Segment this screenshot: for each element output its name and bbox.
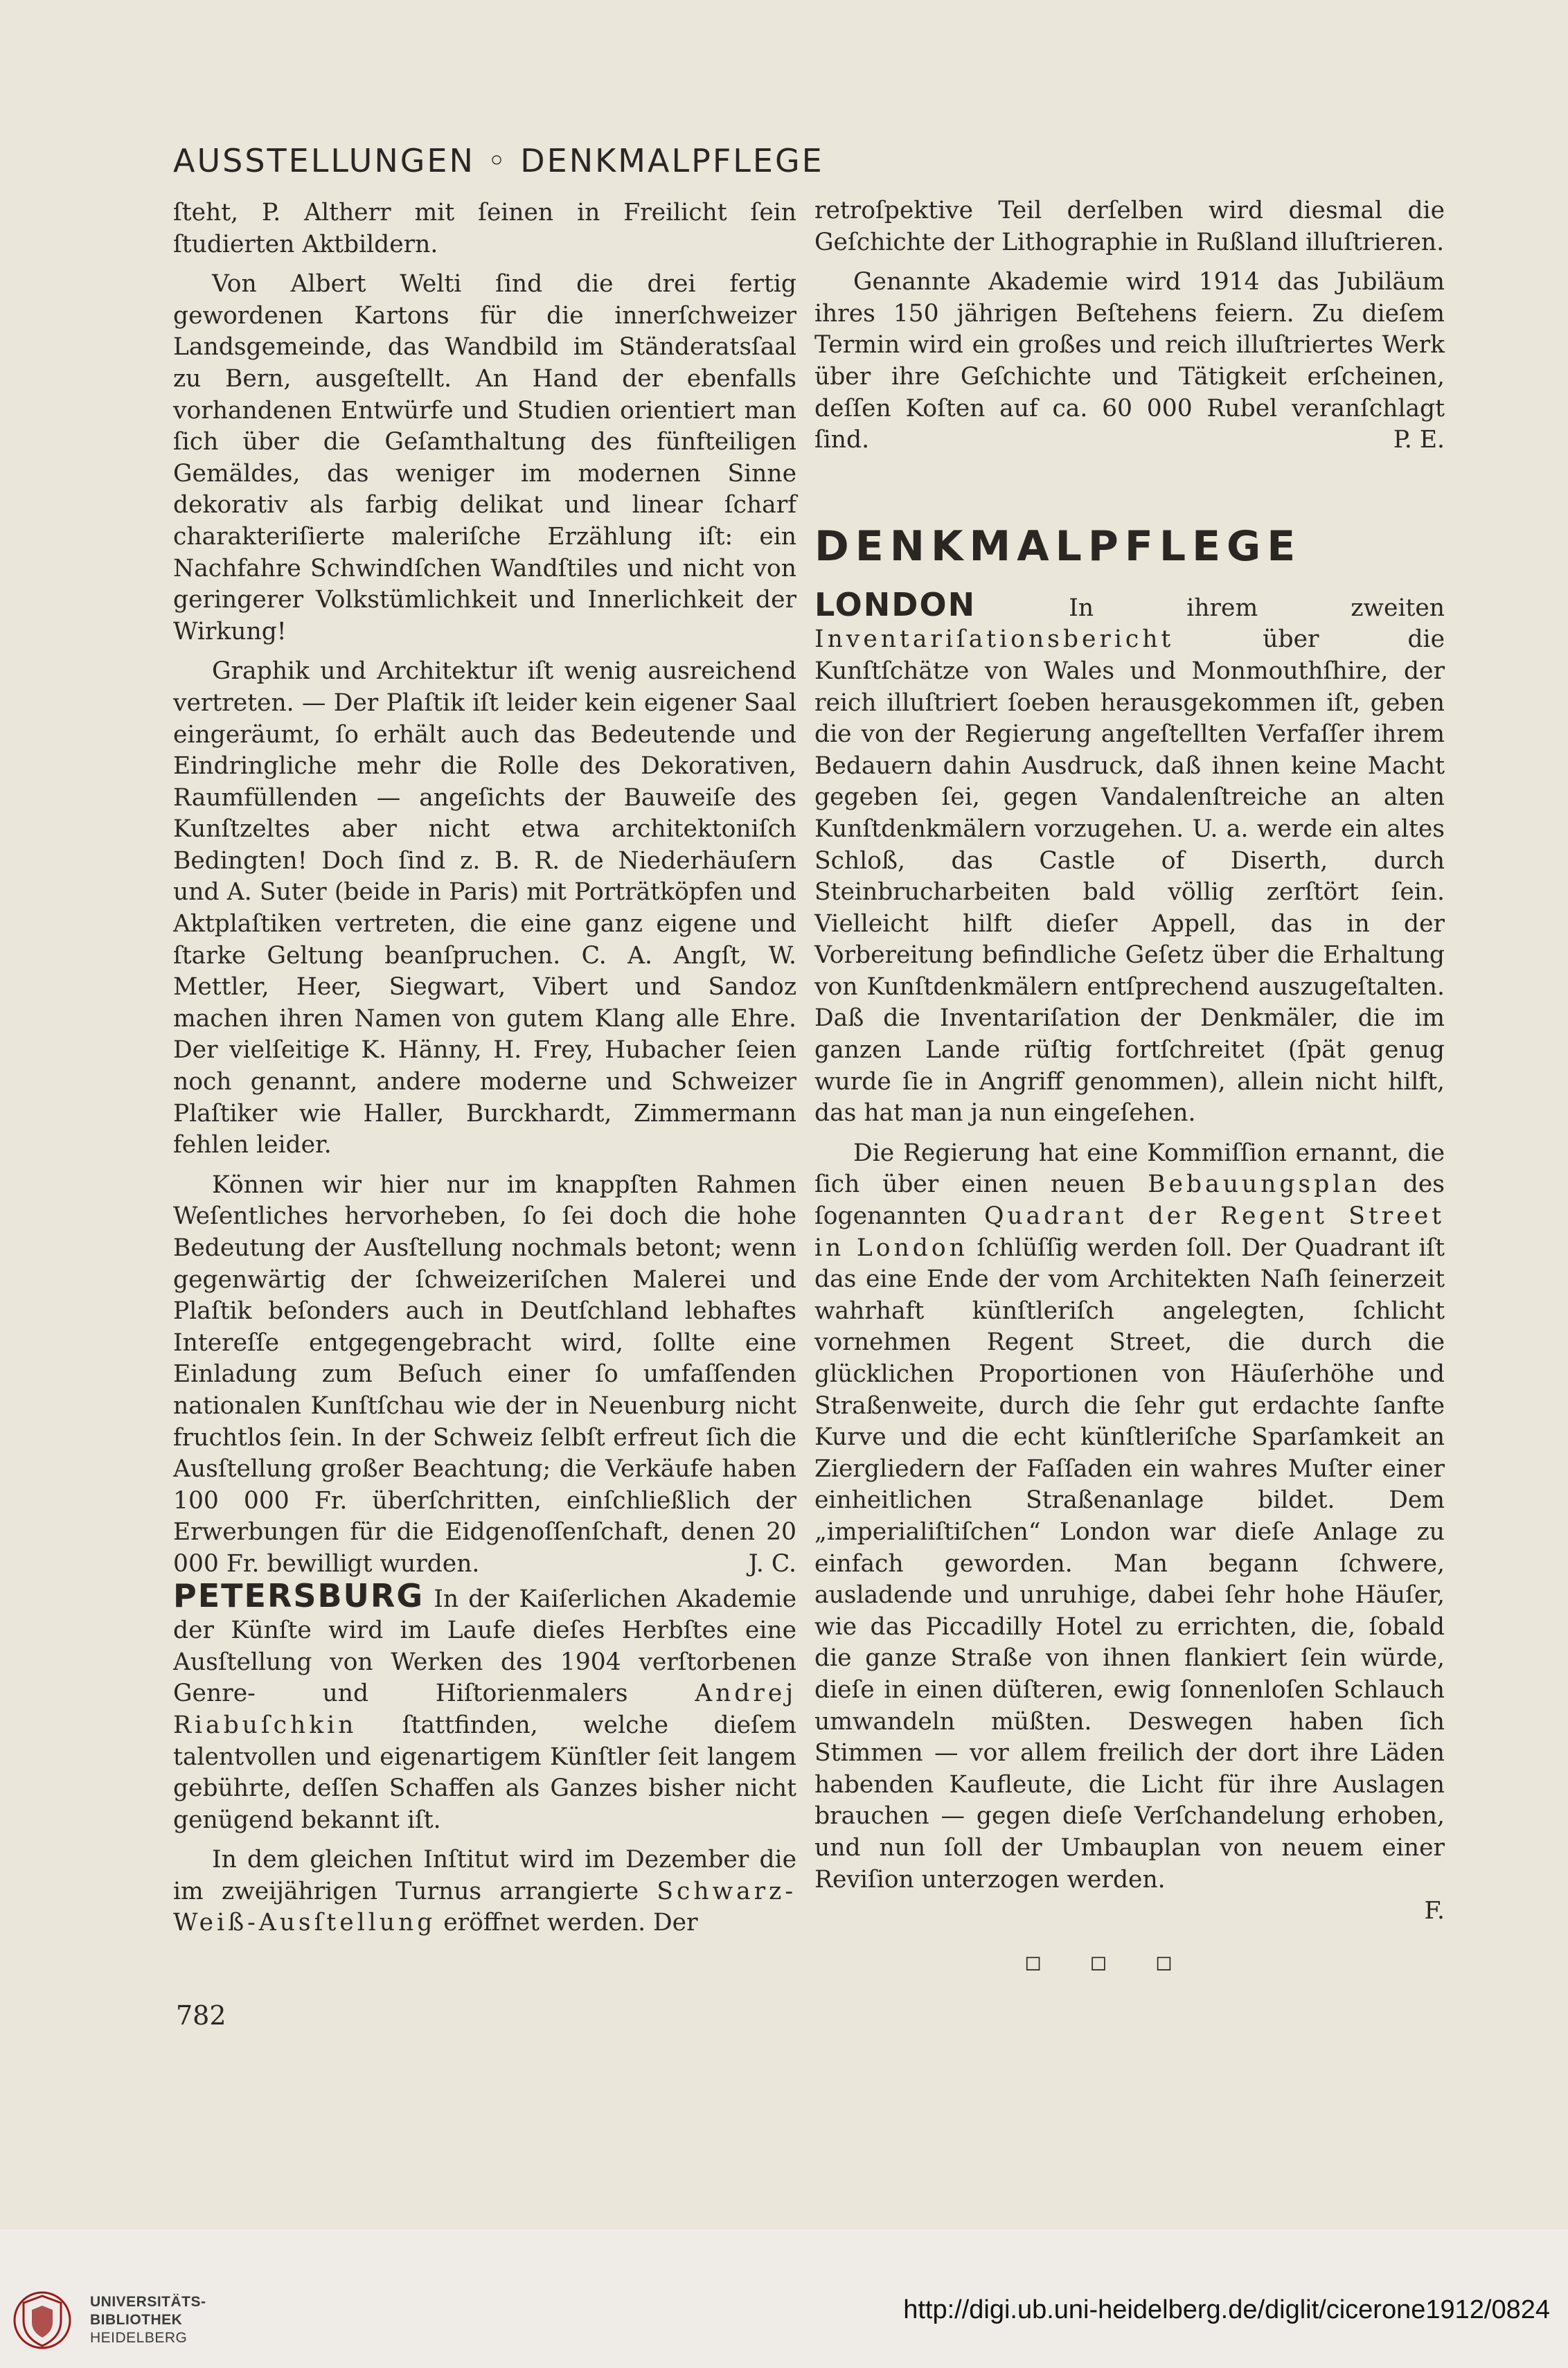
london-paragraph [814, 585, 1445, 1130]
petersburg-paragraph [173, 1576, 797, 1837]
paragraph-text: über die Kunſtſchätze von Wales und Monmouthſhire, der reich illuſtriert ſoeben herausgekommen iſt, geben die von der Regierung angeſtellten Verfaſſer ihrem Bedauern dahin Ausdruck, daß ihnen keine Macht gegeben ſei, gegen Vandalenſtreiche an alten Kunſtdenkmälern vorzugehen. U. a. werde ein altes Schloß, das Castle of Diserth, durch Steinbrucharbeiten bald völlig zerſtört ſein. Vielleicht hilft dieſer Appell, das in der Vorbereitung befindliche Geſetz über die Erhaltung von Kunſtdenkmälern entſprechend auszugeſtalten. Daß die Inventariſation der Denkmäler, die im ganzen Lande rüſtig fortſchreitet (ſpät genug wurde ſie in Angriff genommen), allein nicht hilft, das hat man ja nun eingeſehen. [814, 625, 1445, 1128]
library-footer [0, 2229, 1568, 2368]
city-heading-london: LONDON [814, 585, 977, 623]
page-number: 782 [176, 2000, 226, 2031]
city-heading-petersburg: PETERSBURG [173, 1576, 425, 1614]
spaced-term: Bebauungsplan [1148, 1170, 1381, 1199]
paragraph-text: ſtattfinden, welche dieſem talentvollen und eigenartigem Künſtler ſeit langem gebührte, deſſen Schaffen als Ganzes bisher nicht genügend bekannt iſt. [173, 1711, 796, 1834]
paragraph [173, 1170, 796, 1581]
paragraph-text: des ſogenannten [814, 1170, 1445, 1231]
paragraph: Von Albert Welti ſind die drei fertig gewordenen Kartons für die innerſchweizer Landsgemeinde, das Wandbild im Ständeratsſaal zu Bern, ausgeſtellt. An Hand der ebenfalls vorhandenen Entwürfe und Studien orientiert man ſich über die Geſamthaltung des fünfteiligen Gemäldes, das weniger im modernen Sinne dekorativ als farbig delikat und linear ſcharf charakteriſierte maleriſche Erzählung iſt: ein Nachfahre Schwindſchen Wandſtiles und nicht von geringerer Volkstümlichkeit und Innerlichkeit der Wirkung! [173, 270, 796, 646]
running-head: AUSSTELLUNGEN ◦ DENKMALPFLEGE [173, 142, 824, 179]
source-url-link[interactable]: http://digi.ub.uni-heidelberg.de/diglit/cicerone1912/0824 [903, 2295, 1550, 2324]
paragraph [814, 1138, 1445, 1896]
paragraph-text: In dem gleichen Inſtitut wird im Dezember die im zweijährigen Turnus arrangierte [173, 1846, 796, 1905]
paragraph: retroſpektive Teil derſelben wird diesmal die Geſchichte der Lithographie in Rußland illuſtrieren. [814, 197, 1445, 256]
library-name-line: BIBLIOTHEK [90, 2312, 183, 2328]
paragraph-text: In der Kaiſerlichen Akademie der Künſte wird im Laufe dieſes Herbſtes eine Ausſtellung von Werken des 1904 verſtorbenen Genre- und Hiſtorienmalers [173, 1585, 796, 1708]
author-signature: P. E. [1393, 426, 1445, 454]
paragraph-text: In ihrem zweiten [1069, 594, 1445, 622]
paragraph [814, 267, 1445, 456]
section-title: DENKMALPFLEGE [814, 522, 1302, 571]
left-column [173, 197, 796, 1939]
paragraph: ſteht, P. Altherr mit ſeinen in Freilicht ſein ſtudierten Aktbildern. [173, 199, 796, 258]
paragraph-text: Die Regierung hat eine Kommiſſion ernannt, die ſich über einen neuen [814, 1139, 1445, 1199]
spaced-term: Quadrant der Regent Street in London [814, 1202, 1445, 1262]
paragraph-text: eröffnet werden. Der [443, 1909, 698, 1937]
spaced-term: Inventariſationsbericht [814, 625, 1175, 654]
paragraph-text: Genannte Akademie wird 1914 das Jubiläum ihres 150 jährigen Beſtehens feiern. Zu dieſem Termin wird ein großes und reich illuſtriertes Werk über ihre Geſchichte und Tätigkeit erſcheinen, deſſen Koſten auf ca. 60 000 Rubel veranſchlagt ſind. [814, 268, 1445, 454]
author-signature: F. [1424, 1897, 1445, 1925]
library-name-line: UNIVERSITÄTS- [90, 2294, 206, 2310]
paragraph [173, 1844, 796, 1939]
library-name [90, 2293, 206, 2347]
library-name-line: HEIDELBERG [90, 2330, 188, 2346]
section-end-ornament: ◻ ◻ ◻ [1024, 1950, 1193, 1975]
library-logo[interactable] [11, 2289, 206, 2351]
paragraph-text: ſchlüſſig werden ſoll. Der Quadrant iſt das eine Ende der vom Architekten Naſh ſeinerzeit wahrhaft künſtleriſch angelegten, ſchlicht vornehmen Regent Street, die durch die glücklichen Proportionen von Häuſerhöhe und Straßenweite, durch die ſehr gut erdachte ſanfte Kurve und die echt künſtleriſche Sparſamkeit an Ziergliedern der Faſſaden ein wahres Muſter einer einheitlichen Straßenanlage bildet. Dem „imperialiſtiſchen“ London war dieſe Anlage zu einfach geworden. Man begann ſchwere, ausladende und unruhige, dabei ſehr hohe Häuſer, wie das Piccadilly Hotel zu errichten, die, ſobald die ganze Straße von ihnen flankiert ſein würde, dieſe in einen düſteren, ewig ſonnenloſen Schlauch umwandeln müßten. Deswegen haben ſich Stimmen — vor allem freilich der dort ihre Läden habenden Kaufleute, die Licht für ihre Auslagen brauchen — gegen dieſe Verſchandelung erhoben, und nun ſoll der Umbauplan von neuem einer Reviſion unterzogen werden. [814, 1234, 1445, 1894]
library-seal-icon [11, 2289, 73, 2351]
artist-name: Andrej Riabuſchkin [173, 1680, 797, 1739]
exhibition-name: Schwarz-Weiß-Ausſtellung [173, 1877, 796, 1937]
author-signature: J. C. [748, 1549, 796, 1578]
right-column [814, 195, 1445, 1978]
paragraph: Graphik und Architektur iſt wenig ausreichend vertreten. — Der Plaſtik iſt leider kein eigener Saal eingeräumt, ſo erhält auch das Bedeutende und Eindringliche mehr die Rolle des Dekorativen, Raumfüllenden — angeſichts der Bauweiſe des Kunſtzeltes aber nicht etwa architektoniſch Bedingten! Doch ſind z. B. R. de Niederhäuſern und A. Suter (beide in Paris) mit Porträtköpfen und Aktplaſtiken vertreten, die eine ganz eigene und ſtarke Geltung beanſpruchen. C. A. Angſt, W. Mettler, Heer, Siegwart, Vibert und Sandoz machen ihren Namen von gutem Klang alle Ehre. Der vielſeitige K. Hänny, H. Frey, Hubacher ſeien noch genannt, andere moderne und Schweizer Plaſtiker wie Haller, Burckhardt, Zimmermann fehlen leider. [173, 657, 796, 1159]
paragraph-text: Können wir hier nur im knappſten Rahmen Weſentliches hervorheben, ſo ſei doch die hohe Bedeutung der Ausſtellung nochmals betont; wenn gegenwärtig der ſchweizeriſchen Malerei und Plaſtik beſonders auch in Deutſchland lebhaftes Intereſſe entgegengebracht wird, ſollte eine Einladung zum Beſuch einer ſo umfaſſenden nationalen Kunſtſchau wie der in Neuenburg nicht fruchtlos ſein. In der Schweiz ſelbſt erfreut ſich die Ausſtellung großer Beachtung; die Verkäufe haben 100 000 Fr. überſchritten, einſchließlich der Erwerbungen für die Eidgenoſſenſchaft, denen 20 000 Fr. bewilligt wurden. [173, 1170, 796, 1578]
